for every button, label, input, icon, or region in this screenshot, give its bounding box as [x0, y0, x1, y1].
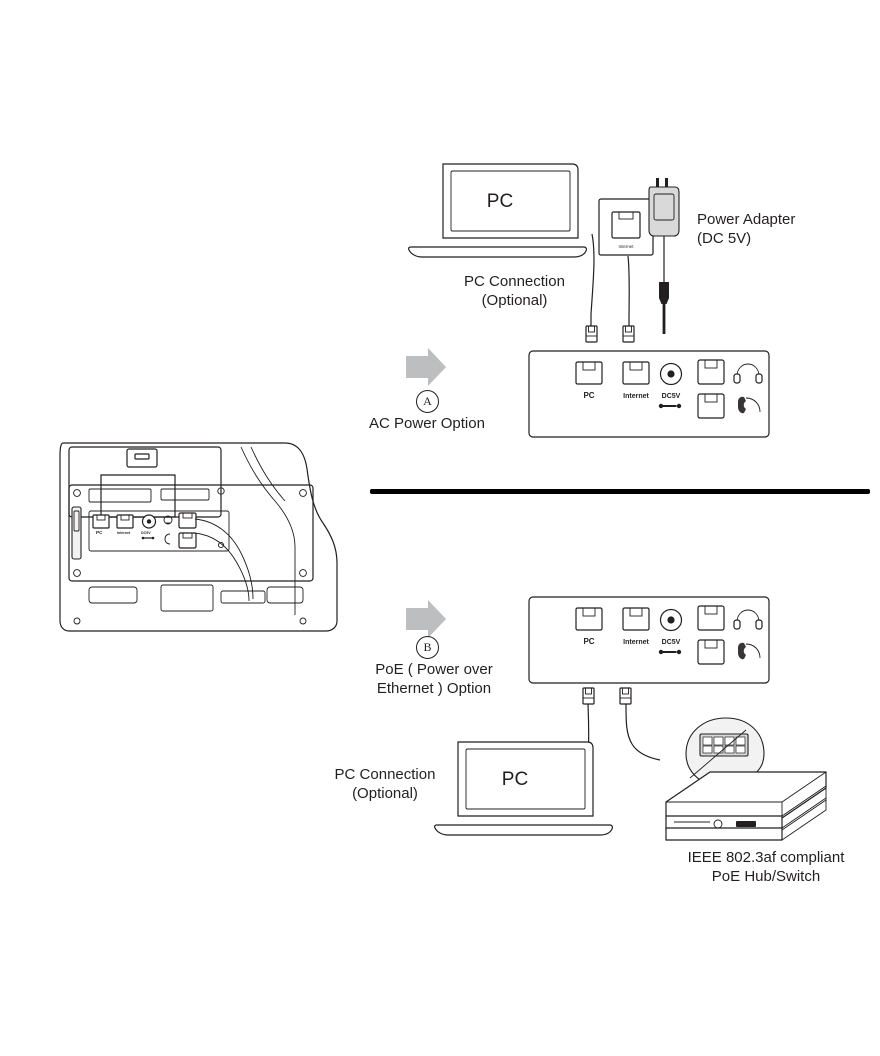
svg-text:PC: PC [583, 637, 595, 646]
laptop-screen-label-top: PC [486, 191, 514, 212]
arrow-option-a [404, 348, 448, 388]
svg-text:Internet: Internet [623, 639, 649, 646]
phone-rear-panel-a [528, 350, 770, 438]
svg-text:Internet: Internet [117, 531, 131, 535]
section-divider [370, 489, 870, 494]
arrow-option-b [404, 600, 448, 640]
cables-section-a [560, 230, 690, 350]
marker-a: A [416, 390, 439, 413]
pc-connection-label-a: PC Connection (Optional) [464, 273, 565, 309]
pc-connection-label-b: PC Connection (Optional) [334, 766, 436, 802]
svg-text:PC: PC [96, 530, 103, 535]
laptop-screen-label-bottom: PC [501, 769, 529, 790]
svg-text:DC5V: DC5V [141, 531, 151, 535]
marker-b: B [416, 636, 439, 659]
svg-text:Internet: Internet [623, 393, 649, 400]
poe-switch-label: IEEE 802.3af compliant PoE Hub/Switch [687, 849, 845, 885]
poe-option-label: PoE ( Power over Ethernet ) Option [375, 661, 493, 697]
wall-jack-label: Internet [618, 244, 634, 249]
poe-hub-switch [650, 716, 840, 844]
phone-rear-panel-b [528, 596, 770, 684]
phone-back-view [55, 435, 350, 635]
ac-power-option-label: AC Power Option [369, 415, 485, 432]
svg-text:DC5V: DC5V [661, 393, 681, 400]
power-adapter-label: Power Adapter (DC 5V) [697, 211, 796, 247]
svg-text:PC: PC [583, 391, 595, 400]
svg-text:DC5V: DC5V [661, 639, 681, 646]
